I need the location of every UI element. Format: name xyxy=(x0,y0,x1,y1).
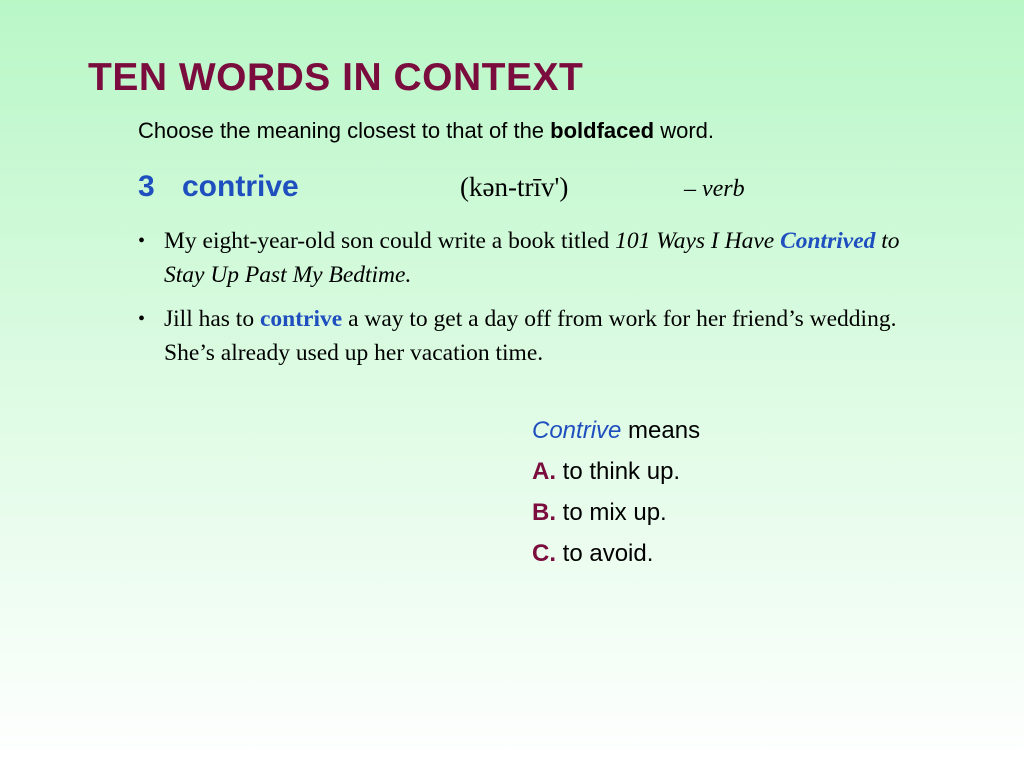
slide-title: TEN WORDS IN CONTEXT xyxy=(88,56,584,99)
example-1-text: My eight-year-old son could write a book titled xyxy=(164,228,610,254)
choice-a-text: to think up. xyxy=(562,458,681,485)
example-sentence-1 xyxy=(136,224,916,292)
example-1-title-start: 101 Ways I Have xyxy=(615,228,775,254)
instruction-bold-word: boldfaced xyxy=(550,118,655,143)
answer-choices xyxy=(532,410,700,574)
example-2-text-start: Jill has to xyxy=(164,306,255,332)
part-of-speech: – verb xyxy=(684,176,745,202)
pronunciation: (kən-trīv') xyxy=(460,172,569,202)
instruction-text xyxy=(138,118,714,144)
instruction-prefix: Choose the meaning closest to that of the xyxy=(138,118,545,143)
bullet-icon: • xyxy=(138,308,146,330)
example-sentence-2 xyxy=(136,302,916,370)
choice-b[interactable] xyxy=(532,492,700,533)
choice-a[interactable] xyxy=(532,451,700,492)
example-2-text-end: a way to get a day off from work for her friend’s wedding. She’s already used up her vacation time. xyxy=(164,306,897,366)
choice-c-text: to avoid. xyxy=(562,540,654,567)
choice-c-letter: C. xyxy=(532,540,556,567)
choice-c[interactable] xyxy=(532,533,700,574)
vocabulary-word-row xyxy=(138,168,938,212)
vocabulary-word: contrive xyxy=(182,170,299,203)
instruction-suffix: word. xyxy=(660,118,714,143)
choice-a-letter: A. xyxy=(532,458,556,485)
example-1-emphasis: Contrived xyxy=(780,228,876,254)
choice-b-letter: B. xyxy=(532,499,556,526)
example-sentences xyxy=(136,224,916,380)
example-2-emphasis: contrive xyxy=(259,306,343,332)
example-1-title-end: to Stay Up Past My Bedtime. xyxy=(164,228,900,288)
choice-b-text: to mix up. xyxy=(562,499,667,526)
question-word: Contrive xyxy=(532,417,622,444)
question-prompt xyxy=(532,410,700,451)
word-number: 3 xyxy=(138,170,155,203)
bullet-icon: • xyxy=(138,230,146,252)
question-means: means xyxy=(628,417,701,444)
